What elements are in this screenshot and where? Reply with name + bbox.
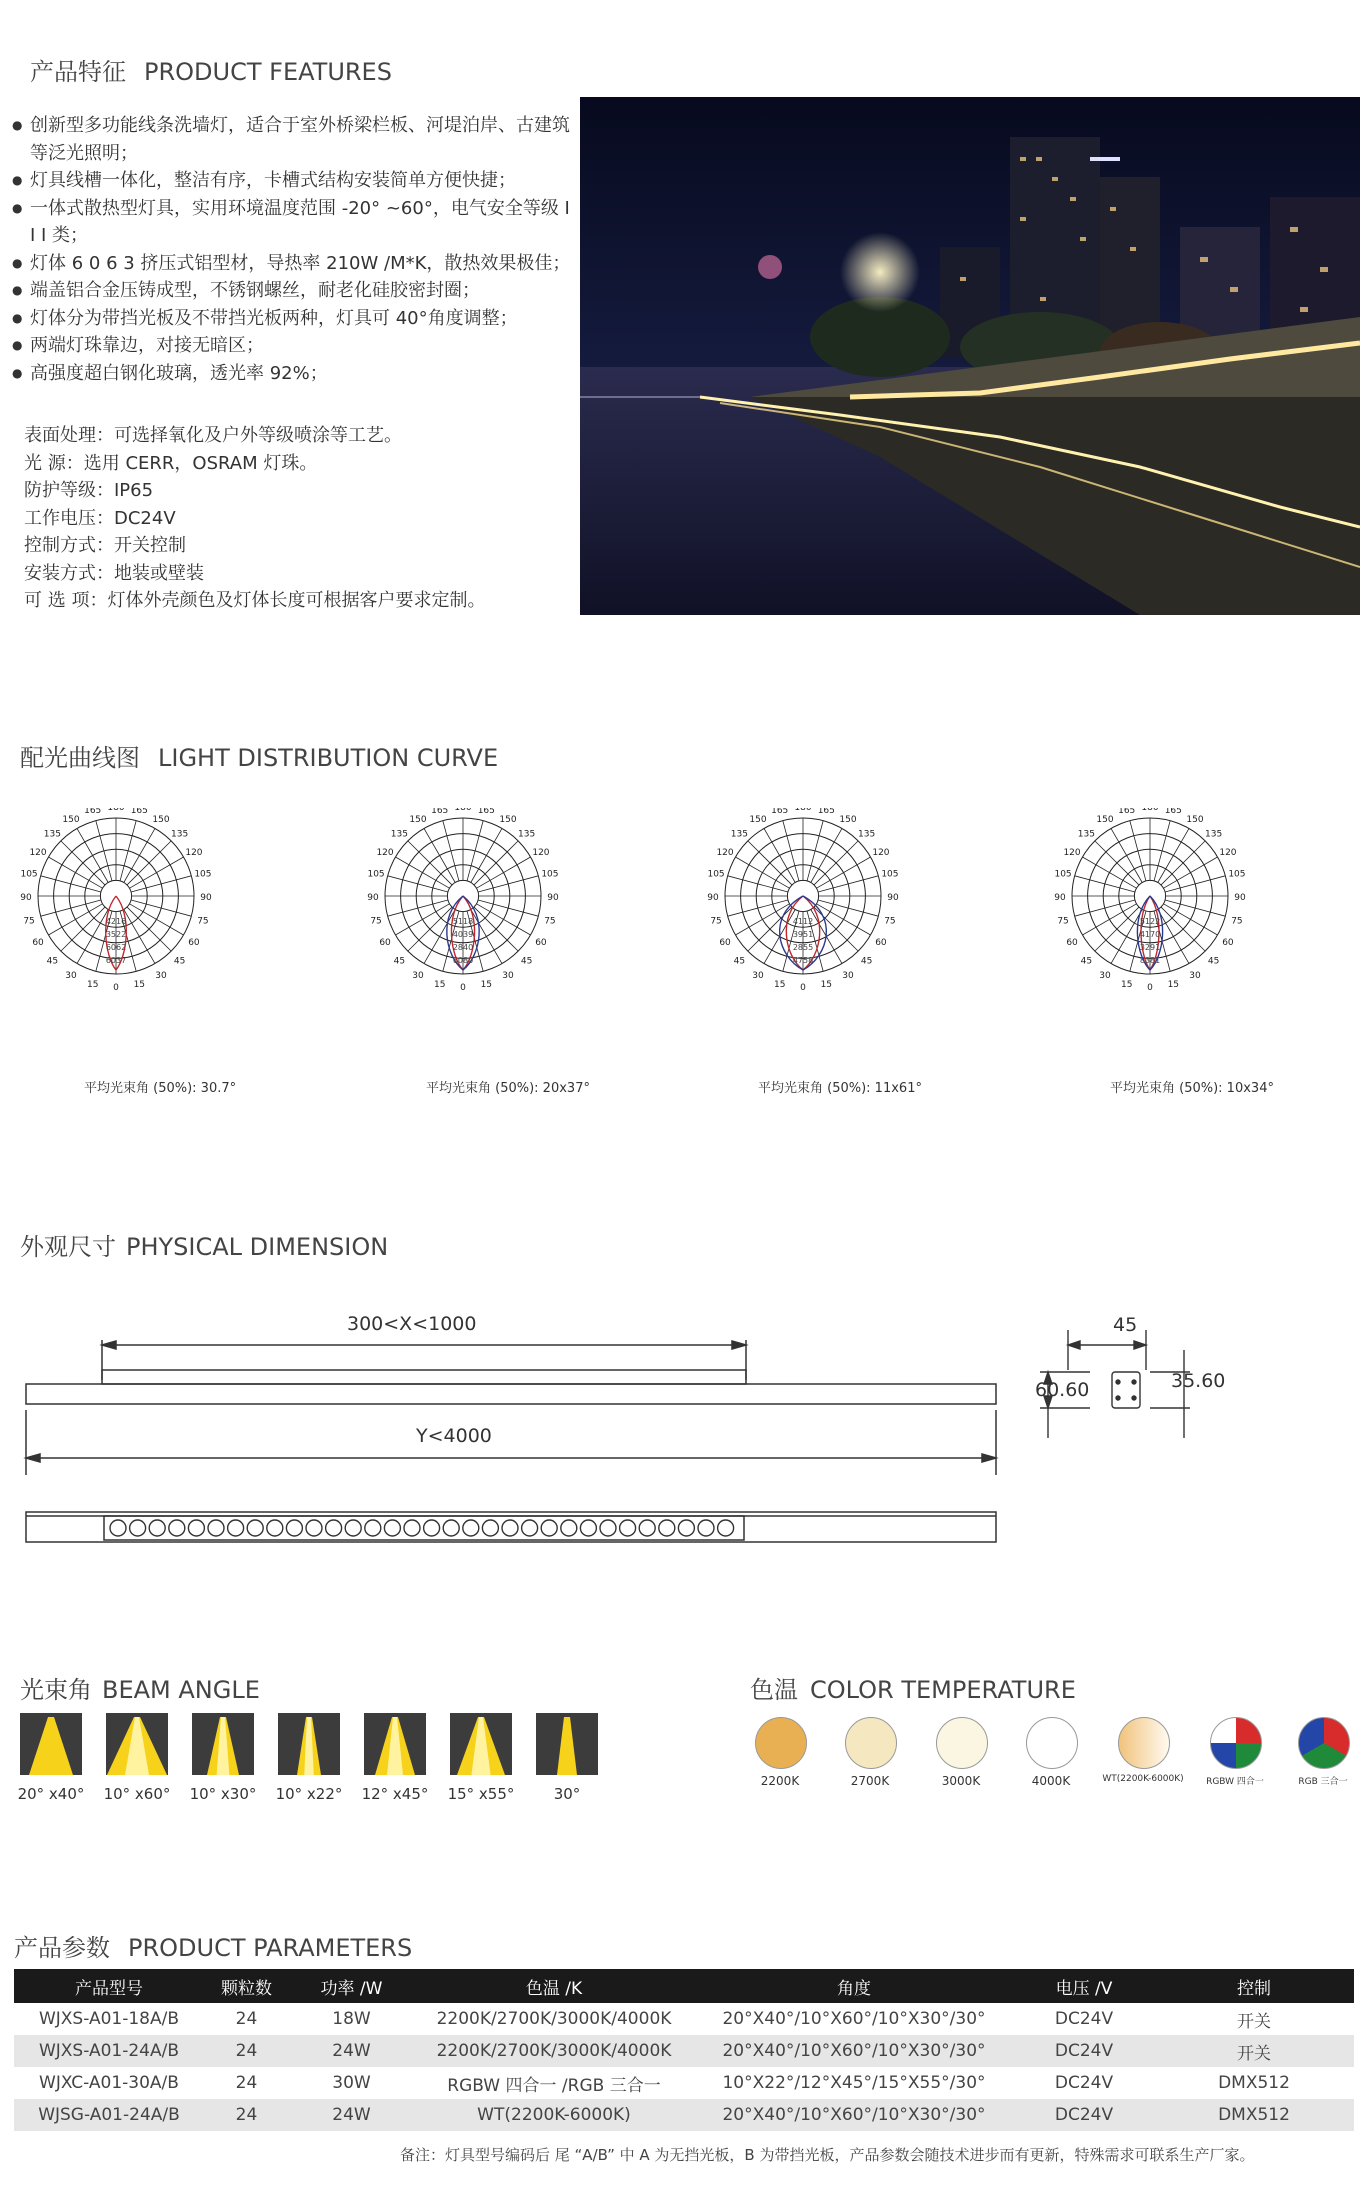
color-swatch bbox=[936, 1717, 988, 1769]
polar-angle-label: 45 bbox=[520, 956, 533, 967]
beam-angle-label: 15° x55° bbox=[447, 1785, 515, 1803]
polar-angle-label: 90 bbox=[20, 893, 32, 903]
polar-angle-label: 120 bbox=[376, 848, 394, 858]
beam-angle-icon bbox=[106, 1713, 168, 1775]
light-curve-title bbox=[20, 738, 498, 773]
led-circle bbox=[718, 1520, 734, 1536]
led-circle bbox=[424, 1520, 440, 1536]
led-circle bbox=[188, 1520, 204, 1536]
led-circle bbox=[228, 1520, 244, 1536]
polar-angle-label: 150 bbox=[409, 815, 427, 826]
header-color-temp: 色温 /K bbox=[414, 1969, 694, 2003]
spec-item: 表面处理：可选择氧化及户外等级喷涂等工艺。 bbox=[24, 425, 402, 446]
led-circle bbox=[600, 1520, 616, 1536]
polar-angle-label: 120 bbox=[185, 848, 203, 858]
cell-control: DMX512 bbox=[1218, 2073, 1290, 2093]
led-circle bbox=[580, 1520, 596, 1536]
led-circle bbox=[404, 1520, 420, 1536]
polar-angle-label: 60 bbox=[32, 938, 44, 948]
led-circle bbox=[247, 1520, 263, 1536]
cell-voltage: DC24V bbox=[1014, 2035, 1154, 2067]
cell-model: WJXS-A01-18A/B bbox=[38, 2009, 180, 2029]
cell-power: 24W bbox=[289, 2035, 414, 2067]
polar-angle-label: 75 bbox=[23, 916, 35, 927]
led-circle bbox=[384, 1520, 400, 1536]
cell-voltage: DC24V bbox=[1014, 2099, 1154, 2131]
polar-angle-label: 135 bbox=[390, 829, 408, 840]
dimension-y-label: Y<4000 bbox=[416, 1425, 492, 1447]
polar-angle-label: 90 bbox=[367, 893, 379, 903]
polar-angle-label: 60 bbox=[188, 938, 200, 948]
beam-angle-icon bbox=[278, 1713, 340, 1775]
polar-angle-label: 15 bbox=[820, 979, 833, 990]
cell-color-temp: 2200K/2700K/3000K/4000K bbox=[414, 2035, 694, 2067]
polar-value-label: 6037 bbox=[105, 956, 127, 965]
cell-count: 24 bbox=[235, 2073, 258, 2093]
polar-angle-label: 150 bbox=[62, 815, 80, 826]
cell-control: DMX512 bbox=[1154, 2099, 1354, 2131]
led-circle bbox=[678, 1520, 694, 1536]
dimension-title-en: PHYSICAL DIMENSION bbox=[126, 1233, 389, 1261]
spec-item: 可 选 项：灯体外壳颜色及灯体长度可根据客户要求定制。 bbox=[24, 590, 486, 611]
led-circle bbox=[365, 1520, 381, 1536]
polar-value-label: 6062 bbox=[105, 943, 127, 952]
polar-angle-label: 165 bbox=[84, 808, 102, 817]
polar-value-label: 3951 bbox=[792, 930, 814, 939]
cell-model: WJXS-A01-24A/B bbox=[14, 2035, 204, 2067]
cell-angle: 10°X22°/12°X45°/15°X55°/30° bbox=[722, 2073, 986, 2093]
night-scene-photo bbox=[580, 97, 1360, 615]
polar-angle-label: 135 bbox=[858, 829, 876, 840]
color-temp-title bbox=[750, 1670, 1076, 1705]
cell-control: 开关 bbox=[1154, 2035, 1354, 2067]
beam-angle-label: 10° x60° bbox=[103, 1785, 171, 1803]
feature-item: ● 两端灯珠靠边，对接无暗区； bbox=[12, 332, 577, 360]
polar-angle-label: 150 bbox=[152, 815, 170, 826]
cell-count: 24 bbox=[204, 2035, 289, 2067]
polar-angle-label: 105 bbox=[367, 869, 385, 880]
polar-caption: 平均光束角 (50%): 10x34° bbox=[1110, 1081, 1274, 1096]
params-table bbox=[14, 1969, 1354, 2131]
cell-angle: 20°X40°/10°X60°/10°X30°/30° bbox=[694, 2099, 1014, 2131]
cell-color-temp: 2200K/2700K/3000K/4000K bbox=[436, 2009, 672, 2029]
color-swatch bbox=[755, 1717, 807, 1769]
led-circle bbox=[345, 1520, 361, 1536]
color-swatch bbox=[1298, 1717, 1350, 1769]
polar-angle-label: 90 bbox=[1054, 893, 1066, 903]
beam-angle-title bbox=[20, 1670, 260, 1705]
light-curve-title-cn: 配光曲线图 bbox=[20, 744, 140, 772]
polar-angle-label: 30 bbox=[65, 970, 77, 981]
polar-angle-label: 135 bbox=[518, 829, 536, 840]
polar-caption: 平均光束角 (50%): 20x37° bbox=[426, 1081, 590, 1096]
polar-angle-label: 105 bbox=[881, 869, 899, 880]
cell-color-temp: RGBW 四合一 /RGB 三合一 bbox=[447, 2075, 661, 2096]
features-title-cn: 产品特征 bbox=[30, 58, 126, 86]
polar-chart-1 bbox=[16, 808, 316, 1108]
color-temp-title-cn: 色温 bbox=[750, 1676, 798, 1704]
polar-angle-label: 60 bbox=[535, 938, 547, 948]
polar-angle-label: 75 bbox=[370, 916, 382, 927]
polar-angle-label: 30 bbox=[1099, 970, 1111, 981]
led-circle bbox=[208, 1520, 224, 1536]
polar-angle-label: 150 bbox=[499, 815, 517, 826]
polar-angle-label: 15 bbox=[133, 979, 146, 990]
feature-item: ● 灯具线槽一体化，整洁有序，卡槽式结构安装简单方便快捷； bbox=[12, 167, 577, 195]
color-swatch-label: 2700K bbox=[850, 1774, 890, 1788]
polar-angle-label: 15 bbox=[1167, 979, 1180, 990]
polar-value-label: 4170 bbox=[1139, 930, 1161, 939]
polar-angle-label: 120 bbox=[1063, 848, 1081, 858]
polar-angle-label: 135 bbox=[43, 829, 61, 840]
table-row bbox=[14, 2035, 1354, 2067]
feature-item: ● 端盖铝合金压铸成型，不锈钢螺丝，耐老化硅胶密封圈； bbox=[12, 277, 577, 305]
polar-chart-4 bbox=[1050, 808, 1350, 1108]
beam-angle-title-en: BEAM ANGLE bbox=[102, 1676, 260, 1704]
cell-voltage: DC24V bbox=[1054, 2009, 1114, 2029]
cell-power: 18W bbox=[332, 2009, 371, 2029]
polar-value-label: 4216 bbox=[105, 917, 127, 926]
polar-angle-label: 90 bbox=[547, 893, 559, 903]
polar-angle-label: 75 bbox=[710, 916, 722, 927]
polar-value-label: 5122 bbox=[1139, 917, 1161, 926]
polar-angle-label: 30 bbox=[752, 970, 764, 981]
beam-angle-icon bbox=[20, 1713, 82, 1775]
polar-angle-label: 75 bbox=[884, 916, 896, 927]
polar-angle-label: 75 bbox=[1057, 916, 1069, 927]
cell-model: WJSG-A01-24A/B bbox=[14, 2099, 204, 2131]
polar-angle-label: 90 bbox=[1234, 893, 1246, 903]
polar-angle-label: 45 bbox=[860, 956, 873, 967]
feature-item: ● 高强度超白钢化玻璃，透光率 92%； bbox=[12, 360, 577, 388]
polar-angle-label: 150 bbox=[839, 815, 857, 826]
led-circle bbox=[326, 1520, 342, 1536]
polar-angle-label: 105 bbox=[707, 869, 725, 880]
led-circle bbox=[639, 1520, 655, 1536]
beam-angle-title-cn: 光束角 bbox=[20, 1676, 92, 1704]
polar-value-label: 4039 bbox=[452, 930, 474, 939]
polar-angle-label: 15 bbox=[1120, 979, 1133, 990]
polar-angle-label: 15 bbox=[480, 979, 493, 990]
polar-angle-label: 150 bbox=[1096, 815, 1114, 826]
polar-chart-2 bbox=[363, 808, 663, 1108]
spec-item: 工作电压：DC24V bbox=[24, 507, 176, 529]
polar-angle-label: 60 bbox=[379, 938, 391, 948]
led-circle bbox=[659, 1520, 675, 1536]
polar-value-label: 3522 bbox=[105, 930, 127, 939]
polar-angle-label: 60 bbox=[1066, 938, 1078, 948]
beam-angle-icon bbox=[364, 1713, 426, 1775]
led-circle bbox=[502, 1520, 518, 1536]
polar-angle-label: 135 bbox=[1205, 829, 1223, 840]
polar-angle-label: 30 bbox=[1189, 970, 1201, 981]
spec-list bbox=[24, 422, 485, 615]
polar-angle-label: 90 bbox=[200, 893, 212, 903]
dimension-height-label: 60.60 bbox=[1035, 1379, 1090, 1401]
polar-angle-label: 30 bbox=[502, 970, 514, 981]
color-swatch-label: 3000K bbox=[941, 1774, 981, 1788]
params-note: 备注：灯具型号编码后 尾 “A/B” 中 A 为无挡光板，B 为带挡光板，产品参数会随技术进步而有更新，特殊需求可联系生产厂家。 bbox=[400, 2146, 1255, 2164]
polar-angle-label: 165 bbox=[477, 808, 495, 817]
light-curve-title-en: LIGHT DISTRIBUTION CURVE bbox=[158, 744, 499, 772]
polar-angle-label: 180 bbox=[1141, 808, 1159, 813]
polar-value-label: 4112 bbox=[792, 917, 814, 926]
polar-angle-label: 105 bbox=[541, 869, 559, 880]
color-swatch-label: WT(2200K-6000K) bbox=[1102, 1774, 1184, 1784]
params-title bbox=[14, 1928, 412, 1963]
polar-angle-label: 15 bbox=[433, 979, 446, 990]
cell-power: 24W bbox=[289, 2099, 414, 2131]
header-control: 控制 bbox=[1154, 1969, 1354, 2003]
polar-angle-label: 150 bbox=[749, 815, 767, 826]
polar-angle-label: 45 bbox=[393, 956, 406, 967]
polar-value-label: 3291 bbox=[1139, 943, 1161, 952]
polar-angle-label: 165 bbox=[1118, 808, 1136, 817]
polar-angle-label: 105 bbox=[1228, 869, 1246, 880]
polar-angle-label: 90 bbox=[887, 893, 899, 903]
feature-item: ● 灯体 6 0 6 3 挤压式铝型材，导热率 210W /M*K，散热效果极佳； bbox=[12, 250, 577, 278]
cell-voltage: DC24V bbox=[1054, 2073, 1114, 2093]
polar-angle-label: 60 bbox=[719, 938, 731, 948]
polar-caption: 平均光束角 (50%): 30.7° bbox=[84, 1081, 237, 1096]
features-list bbox=[12, 112, 577, 387]
polar-angle-label: 0 bbox=[800, 983, 806, 993]
led-circle bbox=[541, 1520, 557, 1536]
color-temp-title-en: COLOR TEMPERATURE bbox=[810, 1676, 1076, 1704]
cell-power: 30W bbox=[332, 2073, 371, 2093]
cell-count: 24 bbox=[204, 2099, 289, 2131]
feature-item: ● 灯体分为带挡光板及不带挡光板两种，灯具可 40°角度调整； bbox=[12, 305, 577, 333]
header-voltage: 电压 /V bbox=[1014, 1969, 1154, 2003]
led-circle bbox=[286, 1520, 302, 1536]
polar-angle-label: 120 bbox=[532, 848, 550, 858]
polar-angle-label: 15 bbox=[86, 979, 99, 990]
color-swatch bbox=[845, 1717, 897, 1769]
led-circle bbox=[110, 1520, 126, 1536]
polar-value-label: 5118 bbox=[452, 917, 474, 926]
led-circle bbox=[620, 1520, 636, 1536]
color-swatch-label: 4000K bbox=[1031, 1774, 1071, 1788]
polar-value-label: 8381 bbox=[1139, 956, 1161, 965]
polar-angle-label: 45 bbox=[46, 956, 59, 967]
beam-angle-label: 12° x45° bbox=[361, 1785, 429, 1803]
polar-angle-label: 75 bbox=[544, 916, 556, 927]
polar-chart-3 bbox=[703, 808, 1003, 1108]
cell-color-temp: WT(2200K-6000K) bbox=[414, 2099, 694, 2131]
polar-angle-label: 30 bbox=[842, 970, 854, 981]
polar-angle-label: 15 bbox=[773, 979, 786, 990]
beam-angle-icon bbox=[192, 1713, 254, 1775]
cell-angle: 20°X40°/10°X60°/10°X30°/30° bbox=[694, 2035, 1014, 2067]
polar-angle-label: 165 bbox=[130, 808, 148, 817]
beam-angle-label: 10° x22° bbox=[275, 1785, 343, 1803]
polar-angle-label: 60 bbox=[1222, 938, 1234, 948]
polar-angle-label: 45 bbox=[1207, 956, 1220, 967]
led-circle bbox=[130, 1520, 146, 1536]
beam-angle-label: 30° bbox=[553, 1785, 581, 1803]
color-swatch bbox=[1210, 1717, 1262, 1769]
polar-angle-label: 0 bbox=[460, 983, 466, 993]
polar-angle-label: 30 bbox=[155, 970, 167, 981]
spec-item: 光 源：选用 CERR，OSRAM 灯珠。 bbox=[24, 452, 318, 474]
polar-angle-label: 0 bbox=[113, 983, 119, 993]
polar-value-label: 6080 bbox=[452, 956, 474, 965]
polar-angle-label: 135 bbox=[171, 829, 189, 840]
beam-angle-label: 10° x30° bbox=[189, 1785, 257, 1803]
dimension-title-cn: 外观尺寸 bbox=[20, 1233, 116, 1261]
polar-angle-label: 165 bbox=[431, 808, 449, 817]
params-header-row bbox=[14, 1969, 1354, 2003]
led-circle bbox=[561, 1520, 577, 1536]
features-title bbox=[30, 52, 392, 87]
spec-item: 防护等级：IP65 bbox=[24, 480, 154, 501]
polar-angle-label: 120 bbox=[716, 848, 734, 858]
cell-control: 开关 bbox=[1237, 2011, 1271, 2032]
polar-angle-label: 165 bbox=[817, 808, 835, 817]
polar-value-label: 4758 bbox=[792, 956, 814, 965]
color-swatch bbox=[1118, 1717, 1170, 1769]
features-title-en: PRODUCT FEATURES bbox=[144, 58, 392, 86]
polar-angle-label: 60 bbox=[875, 938, 887, 948]
polar-angle-label: 105 bbox=[194, 869, 212, 880]
led-circle bbox=[463, 1520, 479, 1536]
beam-angle-label: 20° x40° bbox=[17, 1785, 85, 1803]
led-circle bbox=[698, 1520, 714, 1536]
dimension-title bbox=[20, 1227, 388, 1262]
polar-angle-label: 180 bbox=[107, 808, 125, 813]
led-circle bbox=[169, 1520, 185, 1536]
polar-angle-label: 120 bbox=[1219, 848, 1237, 858]
spec-item: 安装方式：地装或壁装 bbox=[24, 562, 204, 584]
cell-angle: 20°X40°/10°X60°/10°X30°/30° bbox=[722, 2009, 986, 2029]
table-row bbox=[14, 2067, 1354, 2099]
led-circle bbox=[149, 1520, 165, 1536]
polar-angle-label: 135 bbox=[730, 829, 748, 840]
polar-angle-label: 105 bbox=[20, 869, 38, 880]
beam-angle-icon bbox=[450, 1713, 512, 1775]
table-row bbox=[14, 2003, 1354, 2035]
led-circle bbox=[482, 1520, 498, 1536]
led-circle bbox=[443, 1520, 459, 1536]
polar-angle-label: 180 bbox=[794, 808, 812, 813]
dimension-side-label: 35.60 bbox=[1171, 1370, 1226, 1392]
header-model: 产品型号 bbox=[14, 1969, 204, 2003]
color-swatch-label: 2200K bbox=[760, 1774, 800, 1788]
polar-angle-label: 30 bbox=[412, 970, 424, 981]
cell-count: 24 bbox=[235, 2009, 258, 2029]
header-angle: 角度 bbox=[694, 1969, 1014, 2003]
polar-value-label: 2855 bbox=[792, 943, 814, 952]
color-swatch bbox=[1026, 1717, 1078, 1769]
header-count: 颗粒数 bbox=[204, 1969, 289, 2003]
header-power: 功率 /W bbox=[289, 1969, 414, 2003]
polar-angle-label: 150 bbox=[1186, 815, 1204, 826]
polar-angle-label: 90 bbox=[707, 893, 719, 903]
polar-angle-label: 45 bbox=[1080, 956, 1093, 967]
polar-angle-label: 180 bbox=[454, 808, 472, 813]
polar-angle-label: 135 bbox=[1077, 829, 1095, 840]
color-swatch-label: RGB 三合一 bbox=[1298, 1777, 1348, 1787]
beam-angle-icon bbox=[536, 1713, 598, 1775]
polar-caption: 平均光束角 (50%): 11x61° bbox=[758, 1081, 922, 1096]
polar-angle-label: 0 bbox=[1147, 983, 1153, 993]
cell-model: WJXC-A01-30A/B bbox=[39, 2073, 179, 2093]
dimension-width-label: 45 bbox=[1113, 1314, 1138, 1336]
polar-value-label: 2840 bbox=[452, 943, 474, 952]
polar-angle-label: 45 bbox=[733, 956, 746, 967]
params-title-en: PRODUCT PARAMETERS bbox=[128, 1934, 413, 1962]
params-title-cn: 产品参数 bbox=[14, 1934, 110, 1962]
feature-item: ● 一体式散热型灯具，实用环境温度范围 -20° ~60°，电气安全等级 I I I 类； bbox=[12, 195, 577, 250]
color-swatch-label: RGBW 四合一 bbox=[1206, 1777, 1264, 1787]
feature-item: ● 创新型多功能线条洗墙灯，适合于室外桥梁栏板、河堤泊岸、古建筑等泛光照明； bbox=[12, 112, 577, 167]
polar-angle-label: 105 bbox=[1054, 869, 1072, 880]
table-row bbox=[14, 2099, 1354, 2131]
polar-angle-label: 165 bbox=[1164, 808, 1182, 817]
polar-angle-label: 75 bbox=[197, 916, 209, 927]
spec-item: 控制方式：开关控制 bbox=[24, 535, 186, 556]
led-circle bbox=[522, 1520, 538, 1536]
polar-angle-label: 165 bbox=[771, 808, 789, 817]
dimension-x-label: 300<X<1000 bbox=[347, 1313, 477, 1335]
polar-angle-label: 75 bbox=[1231, 916, 1243, 927]
dimension-drawing bbox=[0, 1300, 1362, 1560]
polar-angle-label: 120 bbox=[872, 848, 890, 858]
polar-angle-label: 45 bbox=[173, 956, 186, 967]
polar-angle-label: 120 bbox=[29, 848, 47, 858]
led-circle bbox=[306, 1520, 322, 1536]
led-circle bbox=[267, 1520, 283, 1536]
